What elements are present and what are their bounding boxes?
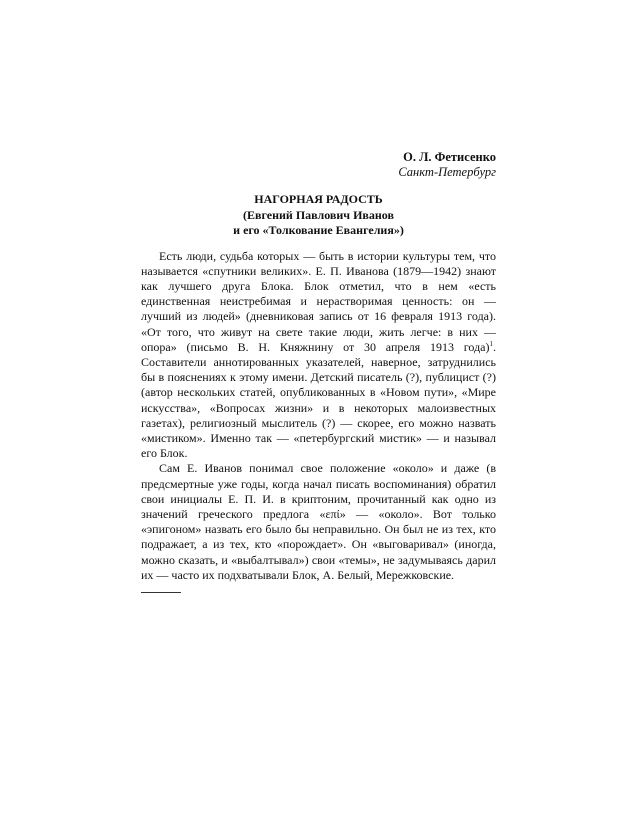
author-city: Санкт-Петербург [398, 165, 496, 179]
author-name: О. Л. Фетисенко [403, 150, 496, 164]
footnote-divider [141, 592, 181, 593]
title-line-2: (Евгений Павлович Иванов [242, 207, 394, 222]
paragraph-1-continuation: . Составители аннотированных указателей, наверное, затруднились бы в пояснениях к этому имени. Детский писатель (?), публицист (?) (автор нескольких статей, опубликованных в «Новом пути», «Мире искусства», «Вопросах жизни» и в некоторых малоизвестных газетах), религиозный мыслитель (?) — скорее, его можно назвать «мистиком». Именно так — «петербургский мистик» — и называл его Блок. [141, 339, 496, 461]
article-title [141, 192, 496, 239]
title-line-3: и его «Толкование Евангелия») [233, 223, 404, 237]
article-page [141, 150, 496, 593]
paragraph-1-text: Есть люди, судьба которых — быть в истории культуры тем, что называется «спутники великих». Е. П. Иванова (1879—1942) знают как лучшего друга Блока. Блок отметил, что в нем «есть единственная неистребимая и нерастворимая ценность: он — лучший из людей» (дневниковая запись от 16 февраля 1913 года). «От того, что живут на свете такие люди, жить легче: в них — опора» (письмо В. Н. Княжнину от 30 апреля 1913 года) [141, 248, 496, 354]
paragraph-1 [141, 249, 496, 462]
article-body [141, 249, 496, 583]
footnote-marker[interactable]: 1 [489, 339, 493, 348]
paragraph-2: Сам Е. Иванов понимал свое положение «около» и даже (в предсмертные уже годы, когда начал писать воспоминания) обратил свои инициалы Е. П. И. в криптоним, прочитанный как одно из значений греческого предлога «επί» — «около». Вот только «эпигоном» назвать его было бы неправильно. Он был не из тех, кто подражает, а из тех, кто «порождает». Он «выговаривал» (иногда, можно сказать, и «выбалтывал») свои «темы», не задумываясь дарил их — часто их подхватывали Блок, А. Белый, Мережковские. [141, 461, 496, 582]
title-line-1: НАГОРНАЯ РАДОСТЬ [254, 192, 383, 206]
